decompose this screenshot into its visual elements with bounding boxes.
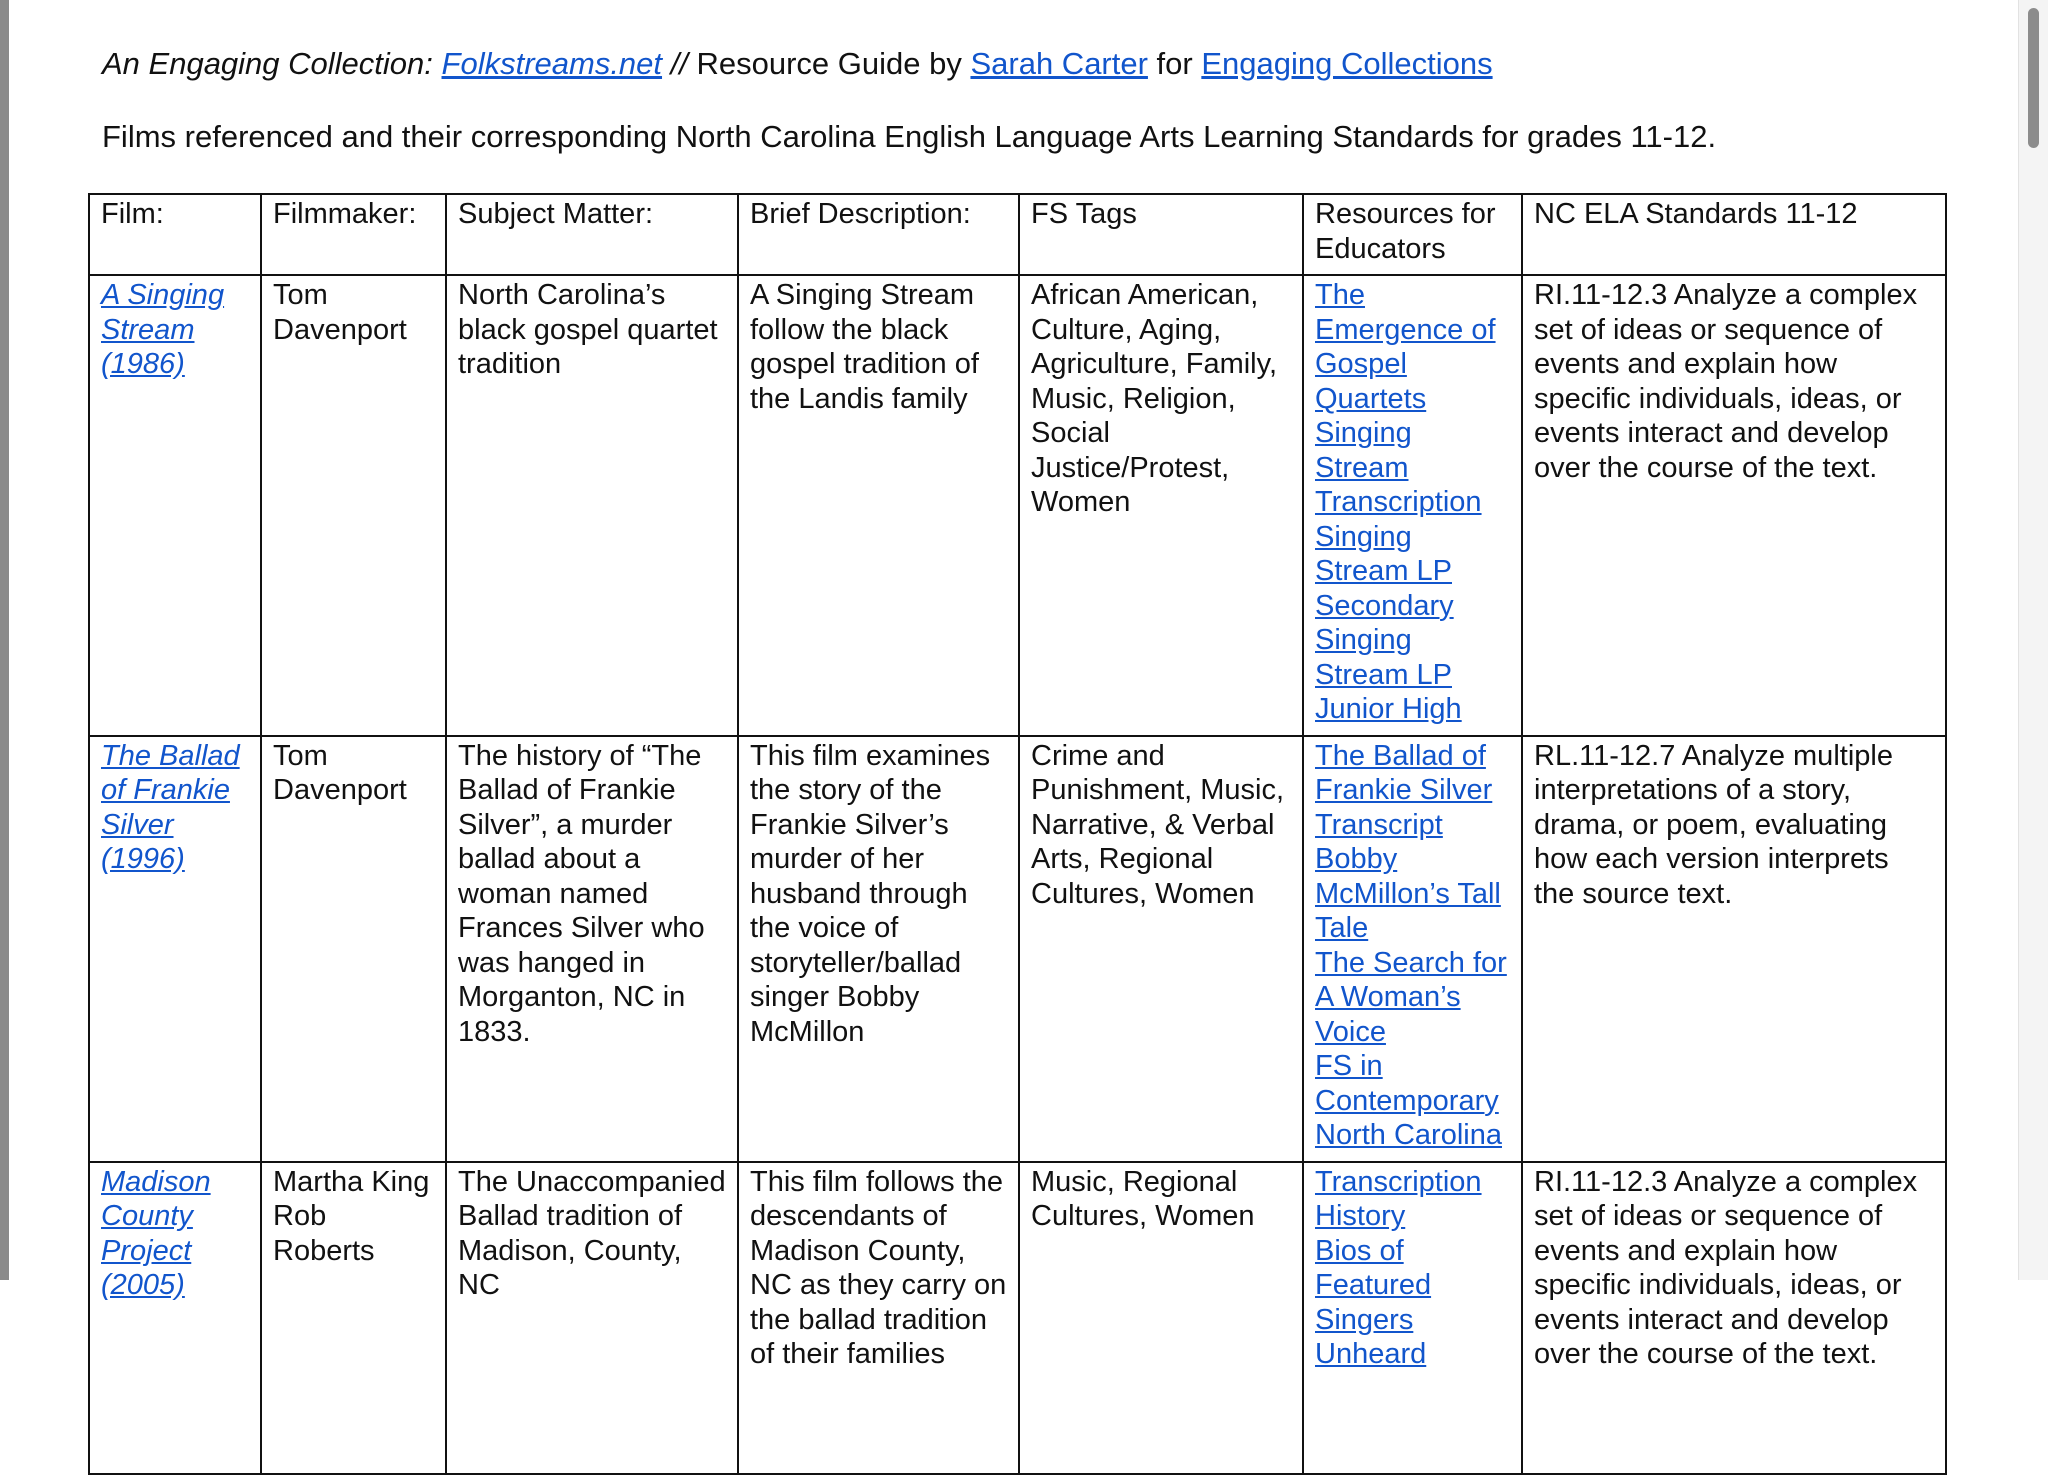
standard-code: RI.11-12.3 (1534, 279, 1668, 311)
standards-cell (1522, 275, 1946, 736)
standard-text: Analyze a complex set of ideas or sequence of events and explain how specific individuals, ideas, or events interact and develop over the course of the text. (1534, 1165, 1918, 1370)
resources-cell (1303, 736, 1522, 1162)
resource-link[interactable]: FS in Contemporary North Carolina (1315, 1050, 1502, 1151)
film-title: A Singing Stream (101, 279, 225, 346)
filmmaker-cell (261, 736, 446, 1162)
header-description: Brief Description: (738, 194, 1019, 275)
film-link[interactable] (101, 1166, 211, 1302)
description-cell: A Singing Stream follow the black gospel tradition of the Landis family (738, 275, 1019, 736)
film-year: (2005) (101, 1269, 185, 1301)
standard-code: RI.11-12.3 (1534, 1165, 1668, 1198)
filmmaker-name: Davenport (273, 774, 407, 806)
vertical-scrollbar[interactable] (2018, 0, 2048, 1280)
table-row (89, 1162, 1946, 1474)
resource-link[interactable]: The Search for A Woman’s Voice (1315, 946, 1507, 1048)
document-page (9, 0, 2019, 1370)
tags-cell: Music, Regional Cultures, Women (1019, 1162, 1303, 1474)
filmmaker-name: Martha King (273, 1165, 430, 1198)
films-table (88, 193, 1947, 1475)
filmmaker-cell (261, 275, 446, 736)
film-cell (89, 736, 261, 1162)
film-year: (1986) (101, 348, 185, 380)
resource-link[interactable]: Bios of Featured Singers (1315, 1234, 1432, 1336)
standard-code: RL.11-12.7 (1534, 739, 1676, 772)
document-header (102, 46, 1493, 82)
filmmaker-name: Davenport (273, 313, 407, 346)
header-film: Film: (89, 194, 261, 275)
resource-link[interactable]: History (1315, 1200, 1406, 1232)
film-title: The Ballad of Frankie Silver (101, 739, 240, 841)
standard-text: Analyze multiple interpretations of a story, drama, or poem, evaluating how each version interprets the source text. (1534, 739, 1893, 910)
header-subject: Subject Matter: (446, 194, 738, 275)
header-filmmaker: Filmmaker: (261, 194, 446, 275)
header-separator: // (662, 46, 697, 81)
subject-cell: The history of “The Ballad of Frankie Silver”, a murder ballad about a woman named Frances Silver who was hanged in Morganton, NC in 1833. (446, 736, 738, 1162)
window-left-edge (0, 0, 9, 1280)
document-subtitle: Films referenced and their corresponding North Carolina English Language Arts Learning Standards for grades 11-12. (102, 119, 1717, 154)
engaging-collections-link[interactable]: Engaging Collections (1201, 46, 1493, 81)
subject-cell: The Unaccompanied Ballad tradition of Madison, County, NC (446, 1162, 738, 1474)
filmmaker-name: Rob Roberts (273, 1200, 375, 1267)
guide-text: Resource Guide by (696, 46, 971, 81)
film-cell (89, 1162, 261, 1474)
author-link[interactable]: Sarah Carter (970, 46, 1148, 81)
header-resources: Resources for Educators (1303, 194, 1522, 275)
table-row (89, 275, 1946, 736)
resources-cell (1303, 1162, 1522, 1474)
resource-link[interactable]: Bobby McMillon’s Tall Tale (1315, 843, 1501, 944)
collection-label: An Engaging Collection: (102, 46, 442, 81)
film-cell (89, 275, 261, 736)
table-row (89, 736, 1946, 1162)
folkstreams-link[interactable]: Folkstreams.net (441, 46, 663, 81)
header-tags: FS Tags (1019, 194, 1303, 275)
table-header-row (89, 194, 1946, 275)
for-text: for (1147, 46, 1202, 81)
tags-cell: African American, Culture, Aging, Agriculture, Family, Music, Religion, Social Justice/Protest, Women (1019, 275, 1303, 736)
resources-cell (1303, 275, 1522, 736)
resource-link[interactable]: Singing Stream LP Secondary (1315, 520, 1454, 622)
standard-text: Analyze a complex set of ideas or sequence of events and explain how specific individuals, ideas, or events interact and develop over the course of the text. (1534, 279, 1918, 484)
filmmaker-name: Tom (273, 739, 328, 772)
standards-cell (1522, 1162, 1946, 1474)
header-standards: NC ELA Standards 11-12 (1522, 194, 1946, 275)
scrollbar-thumb[interactable] (2028, 8, 2039, 148)
tags-cell: Crime and Punishment, Music, Narrative, & Verbal Arts, Regional Cultures, Women (1019, 736, 1303, 1162)
resource-link[interactable]: Singing Stream LP Junior High (1315, 624, 1462, 725)
filmmaker-cell (261, 1162, 446, 1474)
resource-link[interactable]: Unheard (1315, 1338, 1427, 1370)
film-year: (1996) (101, 843, 185, 875)
subject-cell: North Carolina’s black gospel quartet tradition (446, 275, 738, 736)
resource-link[interactable]: The Ballad of Frankie Silver Transcript (1315, 739, 1493, 841)
film-link[interactable] (101, 740, 240, 876)
description-cell: This film follows the descendants of Madison County, NC as they carry on the ballad tradition of their families (738, 1162, 1019, 1474)
resource-link[interactable]: Singing Stream Transcription (1315, 417, 1482, 518)
film-title: Madison County Project (101, 1165, 211, 1267)
resource-link[interactable]: Transcription (1315, 1165, 1482, 1198)
film-link[interactable] (101, 279, 224, 380)
resource-link[interactable]: The Emergence of Gospel Quartets (1315, 279, 1496, 415)
standards-cell (1522, 736, 1946, 1162)
filmmaker-name: Tom (273, 279, 328, 311)
description-cell: This film examines the story of the Frankie Silver’s murder of her husband through the voice of storyteller/ballad singer Bobby McMillon (738, 736, 1019, 1162)
